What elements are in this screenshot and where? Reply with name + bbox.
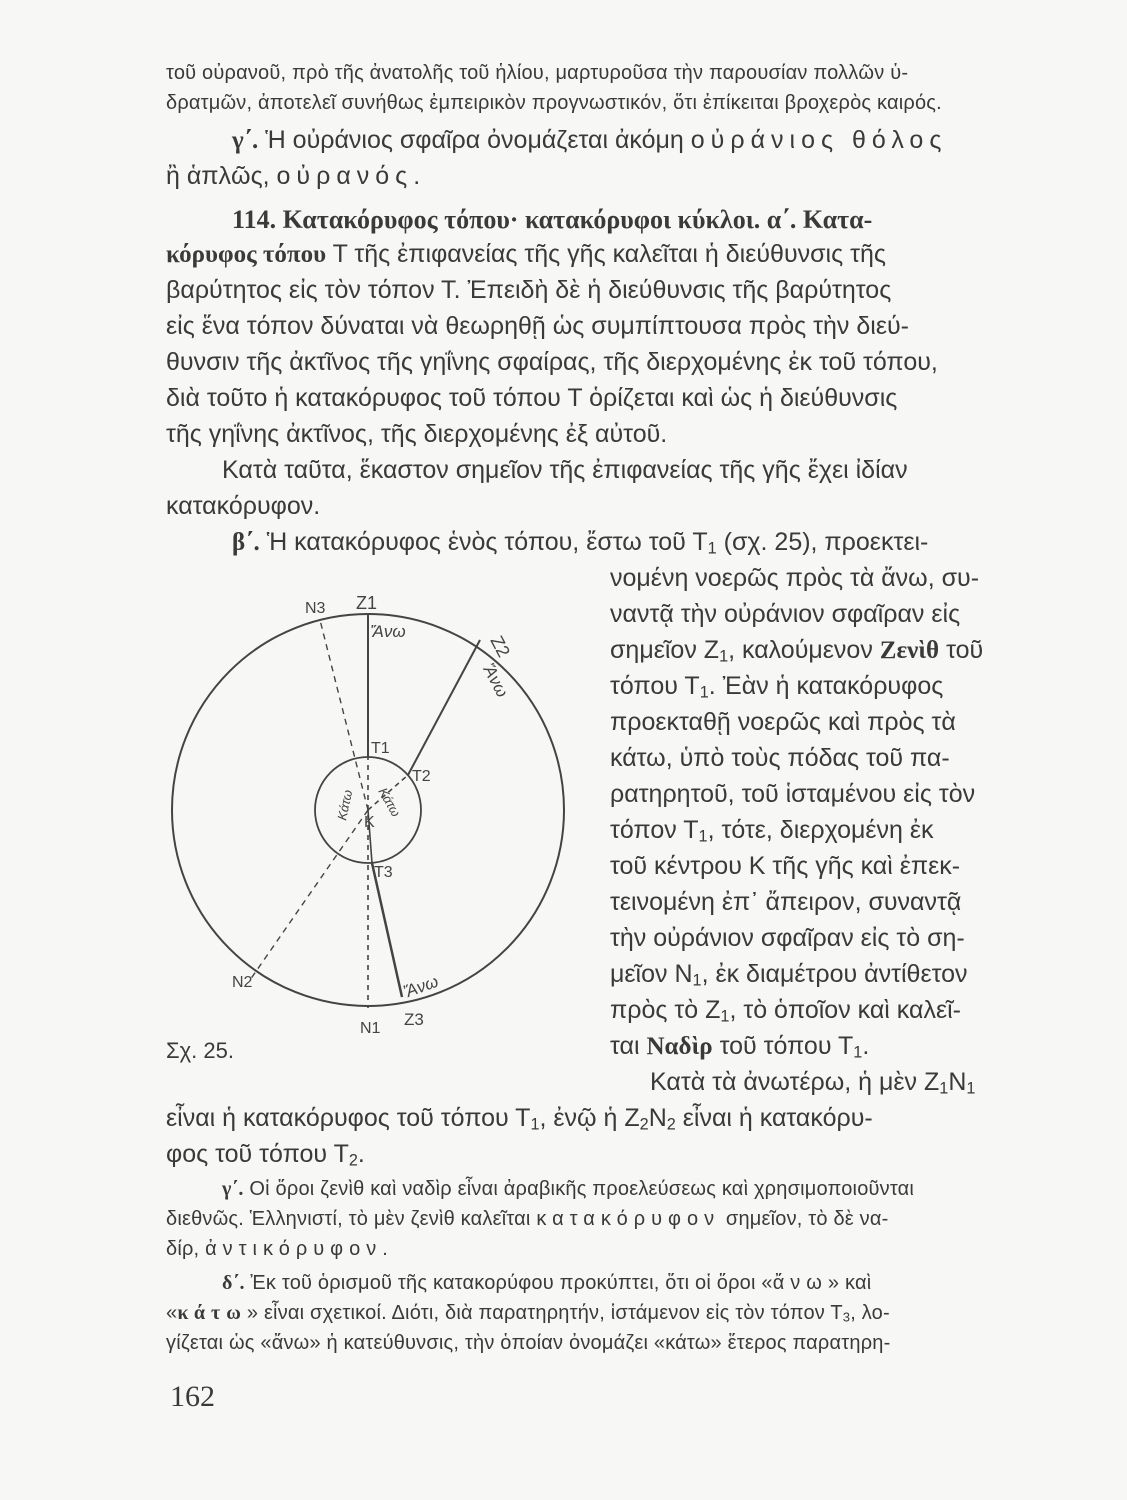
text-line: διεθνῶς. Ἑλληνιστί, τὸ μὲν ζενὶθ καλεῖται κατακόρυφον σημεῖον, τὸ δὲ να- <box>166 1208 889 1230</box>
text-line: «κάτω» εἶναι σχετικοί. Διότι, διὰ παρατηρητήν, ἱστάμενον εἰς τὸν τόπον $T_3$, λο- <box>166 1302 890 1325</box>
text-line: πρὸς τὸ $Z_1$, τὸ ὁποῖον καὶ καλεῖ- <box>610 996 961 1026</box>
text-line: τὴν οὐράνιον σφαῖραν εἰς τὸ ση- <box>610 924 965 952</box>
text-line: φος τοῦ τόπου $T_2$. <box>166 1140 365 1170</box>
text-line: δ΄. Ἐκ τοῦ ὁρισμοῦ τῆς κατακορύφου προκύπτει, ὅτι οἱ ὅροι «ἄνω» καὶ <box>222 1272 872 1294</box>
text-line: β΄. Ἡ κατακόρυφος ἑνὸς τόπου, ἔστω τοῦ $T_1$ (σχ. 25), προεκτει- <box>232 528 929 558</box>
text-line: δρατμῶν, ἀποτελεῖ συνήθως ἐμπειρικὸν προγνωστικόν, ὅτι ἐπίκειται βροχερὸς καιρός. <box>166 92 942 114</box>
label-k: K <box>364 814 375 831</box>
text-line: κόρυφος τόπου Τ τῆς ἐπιφανείας τῆς γῆς καλεῖται ἡ διεύθυνσις τῆς <box>166 240 886 268</box>
text-line: Κατὰ τὰ ἀνωτέρω, ἡ μὲν $Z_1N_1$ <box>650 1068 976 1098</box>
text-line: κάτω, ὑπὸ τοὺς πόδας τοῦ πα- <box>610 744 950 772</box>
label-z3: Z3 <box>404 1010 424 1029</box>
text-line: εἰς ἕνα τόπον δύναται νὰ θεωρηθῇ ὡς συμπίπτουσα πρὸς τὴν διεύ- <box>166 312 909 340</box>
text-line: ἢ ἁπλῶς, οὐρανός. <box>166 162 427 190</box>
label-z1: Z1 <box>356 593 378 613</box>
label-up-2: Ἄνω <box>478 659 512 701</box>
text-line: προεκταθῇ νοερῶς καὶ πρὸς τὰ <box>610 708 956 736</box>
text-line: μεῖον $N_1$, ἐκ διαμέτρου ἀντίθετον <box>610 960 968 990</box>
label-n1: N1 <box>360 1020 381 1037</box>
text-line: τοῦ οὐρανοῦ, πρὸ τῆς ἀνατολῆς τοῦ ἡλίου, μαρτυροῦσα τὴν παρουσίαν πολλῶν ὑ- <box>166 62 909 84</box>
figure-25-diagram <box>160 585 600 1055</box>
label-t2: T2 <box>412 768 431 785</box>
label-down-1: Κάτω <box>334 788 356 822</box>
page-number: 162 <box>170 1380 215 1413</box>
text-line: ναντᾷ τὴν οὐράνιον σφαῖραν εἰς <box>610 600 961 628</box>
text-line: τόπου $T_1$. Ἐὰν ἡ κατακόρυφος <box>610 672 944 702</box>
text-line: τῆς γηΐνης ἀκτῖνος, τῆς διερχομένης ἐξ αὐτοῦ. <box>166 420 668 448</box>
label-down-2: Κάτω <box>375 785 404 820</box>
text-line: δίρ, ἀντικόρυφον. <box>166 1238 394 1260</box>
figure-caption: Σχ. 25. <box>166 1038 234 1063</box>
vertical-n2 <box>250 810 368 980</box>
text-line: διὰ τοῦτο ἡ κατακόρυφος τοῦ τόπου Τ ὁρίζεται καὶ ὡς ἡ διεύθυνσις <box>166 384 898 412</box>
vertical-n3 <box>320 620 368 810</box>
text-line: κατακόρυφον. <box>166 492 321 520</box>
label-t3: T3 <box>374 864 393 881</box>
text-line: γίζεται ὡς «ἄνω» ἡ κατεύθυνσις, τὴν ὁποίαν ὀνομάζει «κάτω» ἕτερος παρατηρη- <box>166 1332 891 1354</box>
text-line: εἶναι ἡ κατακόρυφος τοῦ τόπου $T_1$, ἐνῷ ἡ $Z_2N_2$ εἶναι ἡ κατακόρυ- <box>166 1104 873 1134</box>
text-line: γ΄. Ἡ οὐράνιος σφαῖρα ὀνομάζεται ἀκόμη οὐράνιος θόλος <box>232 126 948 154</box>
text-line: θυνσιν τῆς ἀκτῖνος τῆς γηΐνης σφαίρας, τῆς διερχομένης ἐκ τοῦ τόπου, <box>166 348 938 376</box>
vertical-z3 <box>372 863 402 997</box>
label-up-3: Ἄνω <box>400 971 441 1002</box>
text-line: τόπον $T_1$, τότε, διερχομένη ἐκ <box>610 816 934 846</box>
label-t1: T1 <box>371 740 390 757</box>
text-line: ται Ναδὶρ τοῦ τόπου $T_1$. <box>610 1032 870 1062</box>
text-line: τοῦ κέντρου Κ τῆς γῆς καὶ ἐπεκ- <box>610 852 961 880</box>
text-line: νομένη νοερῶς πρὸς τὰ ἄνω, συ- <box>610 564 980 592</box>
text-line: βαρύτητος εἰς τὸν τόπον Τ. Ἐπειδὴ δὲ ἡ διεύθυνσις τῆς βαρύτητος <box>166 276 892 304</box>
text-line: Κατὰ ταῦτα, ἕκαστον σημεῖον τῆς ἐπιφανείας τῆς γῆς ἔχει ἰδίαν <box>222 456 908 484</box>
text-line: γ΄. Οἱ ὅροι ζενὶθ καὶ ναδὶρ εἶναι ἀραβικῆς προελεύσεως καὶ χρησιμοποιοῦνται <box>222 1178 915 1200</box>
label-n3: N3 <box>305 600 326 617</box>
text-line: σημεῖον $Z_1$, καλούμενον Ζενὶθ τοῦ <box>610 636 984 666</box>
label-z2: Z2 <box>486 632 514 661</box>
vertical-z2 <box>408 640 480 775</box>
label-n2: N2 <box>232 974 253 991</box>
section-heading: 114. Κατακόρυφος τόπου· κατακόρυφοι κύκλοι. α΄. Κατα- <box>232 205 873 234</box>
text-line: τεινομένη ἐπ᾽ ἄπειρον, συναντᾷ <box>610 888 962 916</box>
text-line: ρατηρητοῦ, τοῦ ἱσταμένου εἰς τὸν <box>610 780 976 808</box>
label-up-1: Ἄνω <box>370 622 406 641</box>
